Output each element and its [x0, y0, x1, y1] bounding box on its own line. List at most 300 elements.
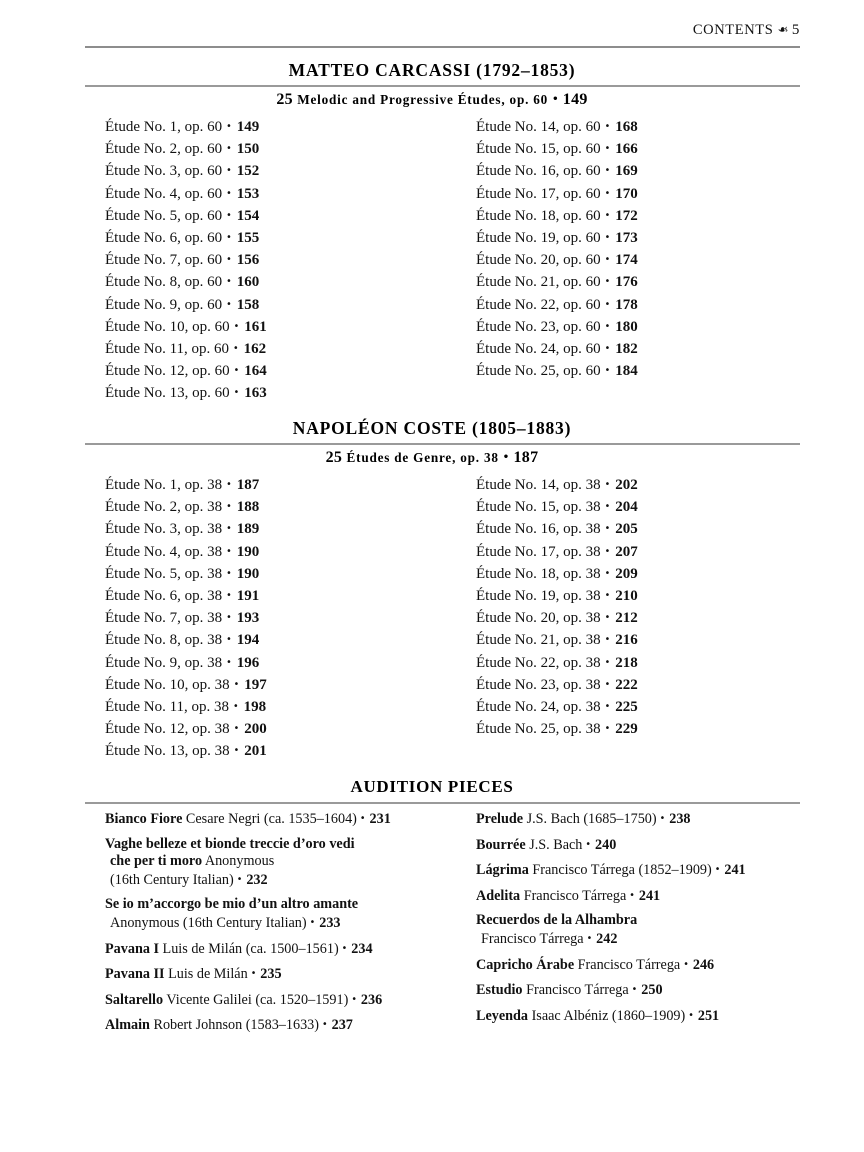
toc-entry[interactable] [476, 518, 638, 540]
toc-entry[interactable] [476, 496, 638, 518]
separator-dot-icon: • [226, 545, 232, 557]
separator-dot-icon: • [233, 343, 239, 355]
entry-page: 231 [369, 811, 391, 827]
toc-entry[interactable] [476, 316, 638, 338]
separator-dot-icon: • [604, 298, 611, 310]
entry-page: 204 [615, 499, 638, 516]
coste-left-column [105, 474, 267, 763]
toc-entry[interactable] [105, 496, 267, 518]
separator-dot-icon: • [604, 590, 611, 602]
entry-page: 240 [595, 836, 617, 853]
separator-dot-icon: • [226, 209, 232, 221]
separator-dot-icon: • [714, 864, 721, 876]
audition-entry[interactable] [105, 1016, 457, 1035]
separator-dot-icon: • [341, 942, 348, 954]
piece-composer: Francisco Tárrega [577, 956, 681, 973]
separator-dot-icon: • [233, 387, 240, 399]
entry-page: 154 [236, 207, 260, 224]
separator-dot-icon: • [233, 723, 240, 735]
piece-title: Pavana I [105, 940, 159, 957]
entry-title: Étude No. 9, op. 38 [105, 654, 223, 671]
entry-title: Étude No. 20, op. 60 [476, 252, 601, 269]
piece-title: Prelude [476, 811, 524, 827]
entry-page: 168 [615, 119, 638, 135]
entry-page: 160 [236, 274, 260, 291]
entry-title: Étude No. 2, op. 60 [105, 141, 223, 158]
toc-entry[interactable] [105, 474, 267, 496]
entry-page: 194 [236, 632, 260, 649]
entry-page: 222 [615, 676, 638, 693]
toc-entry[interactable] [476, 360, 638, 382]
separator-dot-icon: • [604, 479, 611, 490]
separator-dot-icon: • [604, 523, 611, 535]
composer-heading-coste: NAPOLÉON COSTE (1805–1883) [292, 418, 572, 438]
piece-composer: J.S. Bach [529, 836, 583, 853]
audition-entry[interactable] [105, 810, 457, 829]
entry-title: Étude No. 15, op. 38 [476, 499, 601, 516]
separator-dot-icon: • [586, 932, 593, 944]
work-heading-coste [0, 449, 864, 467]
running-head [85, 22, 800, 39]
entry-page: 246 [692, 956, 715, 973]
piece-title: Lágrima [476, 862, 529, 879]
entry-title: Étude No. 14, op. 38 [476, 477, 601, 493]
entry-page: 152 [236, 163, 260, 180]
separator-dot-icon: • [604, 612, 611, 624]
entry-title: Étude No. 11, op. 60 [105, 341, 230, 358]
entry-title: Étude No. 7, op. 60 [105, 252, 223, 269]
separator-dot-icon: • [604, 320, 611, 332]
entry-page: 169 [615, 163, 638, 180]
audition-entry[interactable] [476, 887, 828, 906]
toc-entry[interactable] [476, 227, 638, 249]
entry-title: Étude No. 20, op. 38 [476, 610, 601, 627]
piece-title-continuation [105, 853, 457, 871]
entry-page: 234 [351, 940, 373, 957]
toc-entry[interactable] [476, 338, 638, 360]
entry-page: 232 [246, 871, 268, 888]
entry-title: Étude No. 14, op. 60 [476, 119, 601, 135]
entry-page: 216 [615, 632, 638, 649]
entry-title: Étude No. 25, op. 38 [476, 721, 601, 738]
entry-page: 236 [360, 991, 383, 1008]
entry-page: 241 [724, 862, 746, 879]
separator-dot-icon: • [226, 523, 232, 535]
toc-entry[interactable] [476, 205, 638, 227]
entry-page: 251 [697, 1007, 720, 1024]
flourish-ornament-icon: ❧ [777, 23, 789, 38]
toc-entry[interactable] [105, 652, 267, 674]
entry-title: Étude No. 22, op. 60 [476, 296, 601, 313]
toc-entry[interactable] [105, 183, 267, 205]
composer-rule-coste [85, 443, 800, 445]
entry-page: 166 [615, 141, 638, 158]
entry-title: Étude No. 21, op. 38 [476, 632, 601, 649]
entry-title: Étude No. 16, op. 60 [476, 163, 601, 180]
toc-entry[interactable] [105, 316, 267, 338]
entry-title: Étude No. 12, op. 38 [105, 721, 230, 738]
separator-dot-icon: • [233, 701, 239, 713]
entry-title: Étude No. 12, op. 60 [105, 363, 230, 380]
entry-title: Étude No. 1, op. 38 [105, 477, 223, 493]
entry-page: 189 [236, 521, 260, 538]
separator-dot-icon: • [233, 678, 240, 690]
toc-entry[interactable] [105, 382, 267, 404]
entry-page: 155 [236, 230, 260, 247]
toc-entry[interactable] [105, 740, 267, 762]
carcassi-left-column [105, 116, 267, 405]
toc-entry[interactable] [105, 718, 267, 740]
separator-dot-icon: • [226, 656, 232, 668]
toc-entry[interactable] [476, 674, 638, 696]
piece-title: Almain [105, 1017, 150, 1034]
entry-title: Étude No. 19, op. 60 [476, 230, 601, 247]
entry-page: 182 [615, 341, 638, 358]
entry-title: Étude No. 23, op. 60 [476, 318, 601, 335]
piece-composer-line2: (16th Century Italian) [110, 871, 234, 888]
entry-page: 210 [615, 588, 638, 605]
separator-dot-icon: • [629, 889, 635, 901]
entry-page: 250 [641, 982, 663, 999]
entry-page: 156 [236, 252, 260, 269]
separator-dot-icon: • [233, 320, 240, 332]
piece-composer-continuation [105, 871, 457, 890]
entry-page: 164 [244, 363, 267, 380]
toc-entry[interactable] [105, 563, 267, 585]
work-start-page: 187 [513, 449, 539, 466]
toc-entry[interactable] [105, 696, 267, 718]
toc-entry[interactable] [105, 585, 267, 607]
piece-title: Recuerdos de la Alhambra [476, 912, 638, 929]
page-folio-number: 5 [791, 22, 800, 38]
separator-dot-icon: • [309, 916, 316, 928]
separator-dot-icon: • [604, 343, 611, 355]
piece-title: Pavana II [105, 966, 165, 983]
separator-dot-icon: • [226, 232, 232, 244]
separator-dot-icon: • [604, 254, 611, 266]
piece-composer: Robert Johnson (1583–1633) [153, 1017, 319, 1034]
toc-entry[interactable] [105, 607, 267, 629]
toc-entry[interactable] [476, 696, 638, 718]
piece-composer: Isaac Albéniz (1860–1909) [531, 1007, 686, 1024]
entry-page: 209 [615, 565, 638, 582]
piece-title: Estudio [476, 982, 523, 999]
separator-dot-icon: • [552, 94, 559, 105]
audition-entry[interactable] [476, 912, 828, 948]
entry-title: Étude No. 18, op. 60 [476, 207, 601, 224]
entry-page: 200 [244, 721, 267, 738]
work-title-text: Melodic and Progressive Études, op. 60 [297, 92, 549, 107]
piece-composer: Francisco Tárrega [526, 982, 629, 999]
audition-entry[interactable] [476, 981, 828, 1000]
entry-page: 150 [236, 141, 260, 158]
audition-entry[interactable] [105, 836, 457, 890]
audition-right-column [476, 810, 828, 1032]
toc-entry[interactable] [476, 607, 638, 629]
entry-page: 207 [615, 543, 638, 560]
audition-entry[interactable] [476, 836, 828, 855]
piece-composer-continuation [476, 930, 828, 949]
separator-dot-icon: • [683, 958, 689, 970]
piece-composer: Cesare Negri (ca. 1535–1604) [185, 811, 357, 827]
entry-title: Étude No. 8, op. 38 [105, 632, 223, 649]
coste-right-column [476, 474, 638, 740]
toc-entry[interactable] [476, 563, 638, 585]
audition-entry[interactable] [476, 1007, 828, 1026]
separator-dot-icon: • [502, 452, 510, 463]
entry-page: 201 [244, 743, 267, 760]
toc-entry[interactable] [476, 585, 638, 607]
separator-dot-icon: • [226, 612, 232, 624]
separator-dot-icon: • [226, 121, 232, 132]
toc-entry[interactable] [105, 249, 267, 271]
work-heading-carcassi [0, 91, 864, 109]
entry-page: 153 [236, 185, 260, 202]
toc-entry[interactable] [105, 227, 267, 249]
entry-page: 173 [615, 230, 638, 247]
separator-dot-icon: • [604, 209, 611, 221]
entry-title: Étude No. 15, op. 60 [476, 141, 601, 158]
toc-entry[interactable] [476, 271, 638, 293]
separator-dot-icon: • [659, 813, 666, 824]
separator-dot-icon: • [226, 479, 232, 490]
separator-dot-icon: • [604, 121, 611, 132]
entry-page: 237 [331, 1017, 353, 1034]
entry-title: Étude No. 25, op. 60 [476, 363, 601, 380]
separator-dot-icon: • [226, 187, 232, 199]
entry-title: Étude No. 3, op. 38 [105, 521, 223, 538]
toc-entry[interactable] [105, 160, 267, 182]
entry-page: 190 [236, 565, 260, 582]
piece-composer-continuation [105, 914, 457, 933]
entry-title: Étude No. 17, op. 38 [476, 543, 601, 560]
separator-dot-icon: • [226, 254, 232, 266]
piece-composer: Francisco Tárrega (1852–1909) [532, 862, 712, 879]
separator-dot-icon: • [226, 143, 232, 155]
toc-entry[interactable] [476, 138, 638, 160]
entry-page: 158 [236, 296, 260, 313]
entry-title: Étude No. 3, op. 60 [105, 163, 223, 180]
piece-composer: Francisco Tárrega [523, 887, 627, 904]
toc-entry[interactable] [105, 674, 267, 696]
toc-entry[interactable] [105, 629, 267, 651]
piece-title: Se io m’accorgo be mio d’un altro amante [105, 896, 359, 913]
piece-composer: Francisco Tárrega [481, 930, 584, 947]
entry-title: Étude No. 10, op. 60 [105, 318, 230, 335]
entry-page: 180 [615, 318, 638, 335]
separator-dot-icon: • [226, 567, 232, 579]
toc-entry[interactable] [476, 541, 638, 563]
piece-title: Capricho Árabe [476, 956, 575, 973]
separator-dot-icon: • [604, 723, 611, 735]
entry-title: Étude No. 9, op. 60 [105, 296, 223, 313]
work-lead-number: 25 [325, 449, 343, 466]
entry-page: 198 [243, 699, 267, 716]
separator-dot-icon: • [233, 745, 240, 757]
separator-dot-icon: • [226, 165, 232, 177]
entry-page: 197 [244, 676, 267, 693]
entry-page: 188 [236, 499, 260, 516]
entry-page: 174 [615, 252, 638, 269]
toc-entry[interactable] [476, 718, 638, 740]
audition-entry[interactable] [476, 956, 828, 975]
entry-title: Étude No. 23, op. 38 [476, 676, 601, 693]
separator-dot-icon: • [604, 501, 611, 513]
separator-dot-icon: • [604, 656, 611, 668]
separator-dot-icon: • [604, 276, 611, 288]
separator-dot-icon: • [236, 873, 243, 885]
piece-title: Adelita [476, 887, 521, 904]
composer-rule-carcassi [85, 85, 800, 87]
toc-entry[interactable] [476, 629, 638, 651]
entry-page: 178 [615, 296, 638, 313]
entry-title: Étude No. 7, op. 38 [105, 610, 223, 627]
entry-page: 196 [236, 654, 260, 671]
running-head-label: CONTENTS [692, 22, 774, 38]
header-rule [85, 46, 800, 48]
entry-title: Étude No. 17, op. 60 [476, 185, 601, 202]
separator-dot-icon: • [604, 187, 611, 199]
separator-dot-icon: • [604, 143, 611, 155]
audition-entry[interactable] [476, 810, 828, 829]
entry-page: 162 [243, 341, 267, 358]
toc-entry[interactable] [105, 271, 267, 293]
entry-page: 242 [596, 930, 618, 947]
entry-page: 202 [615, 477, 638, 493]
audition-entry[interactable] [105, 965, 457, 984]
entry-title: Étude No. 4, op. 60 [105, 185, 223, 202]
piece-composer: Luis de Milán [168, 966, 248, 983]
entry-title: Étude No. 19, op. 38 [476, 588, 601, 605]
toc-entry[interactable] [476, 116, 638, 138]
separator-dot-icon: • [351, 993, 357, 1005]
entry-title: Étude No. 6, op. 38 [105, 588, 223, 605]
piece-composer: Vicente Galilei (ca. 1520–1591) [166, 991, 349, 1008]
entry-title: Étude No. 16, op. 38 [476, 521, 601, 538]
entry-page: 205 [615, 521, 638, 538]
work-start-page: 149 [562, 91, 588, 108]
separator-dot-icon: • [688, 1009, 694, 1021]
entry-page: 170 [615, 185, 638, 202]
separator-dot-icon: • [604, 545, 611, 557]
toc-entry[interactable] [105, 541, 267, 563]
entry-title: Étude No. 5, op. 38 [105, 565, 223, 582]
piece-title: Vaghe belleze et bionde treccie d’oro vedi [105, 835, 355, 852]
entry-page: 212 [615, 610, 638, 627]
entry-page: 149 [236, 119, 260, 135]
audition-rule [85, 802, 800, 804]
entry-page: 172 [615, 207, 638, 224]
entry-title: Étude No. 1, op. 60 [105, 119, 223, 135]
entry-page: 184 [615, 363, 638, 380]
audition-entry[interactable] [105, 940, 457, 959]
toc-entry[interactable] [105, 116, 267, 138]
entry-page: 176 [615, 274, 638, 291]
separator-dot-icon: • [604, 365, 611, 377]
entry-page: 235 [260, 966, 282, 983]
entry-title: Étude No. 6, op. 60 [105, 230, 223, 247]
toc-entry[interactable] [476, 652, 638, 674]
toc-entry[interactable] [476, 249, 638, 271]
separator-dot-icon: • [604, 678, 611, 690]
entry-page: 229 [615, 721, 638, 738]
separator-dot-icon: • [226, 298, 232, 310]
separator-dot-icon: • [604, 165, 611, 177]
entry-page: 241 [638, 887, 661, 904]
entry-title: Étude No. 2, op. 38 [105, 499, 223, 516]
toc-entry[interactable] [476, 160, 638, 182]
piece-title: Leyenda [476, 1007, 529, 1024]
entry-title: Étude No. 4, op. 38 [105, 543, 223, 560]
entry-title: Étude No. 21, op. 60 [476, 274, 601, 291]
separator-dot-icon: • [233, 365, 240, 377]
toc-entry[interactable] [476, 294, 638, 316]
work-lead-number: 25 [276, 91, 293, 108]
separator-dot-icon: • [604, 232, 611, 244]
work-title-text: Études de Genre, op. 38 [346, 450, 499, 465]
entry-page: 163 [244, 385, 267, 402]
entry-page: 225 [615, 699, 638, 716]
toc-entry[interactable] [105, 205, 267, 227]
separator-dot-icon: • [604, 634, 611, 646]
entry-page: 190 [236, 543, 260, 560]
toc-entry[interactable] [105, 518, 267, 540]
piece-title: Saltarello [105, 991, 164, 1008]
toc-entry[interactable] [105, 294, 267, 316]
audition-left-column [105, 810, 457, 1042]
entry-page: 191 [236, 588, 260, 605]
entry-page: 233 [319, 914, 341, 931]
entry-title: Étude No. 5, op. 60 [105, 207, 223, 224]
entry-title: Étude No. 18, op. 38 [476, 565, 601, 582]
entry-title: Étude No. 13, op. 38 [105, 743, 230, 760]
piece-composer: Luis de Milán (ca. 1500–1561) [162, 940, 339, 957]
piece-composer: Anonymous [204, 853, 275, 870]
separator-dot-icon: • [226, 276, 232, 288]
entry-title: Étude No. 13, op. 60 [105, 385, 230, 402]
piece-title: Bourrée [476, 836, 526, 853]
piece-title-line2: che per ti moro [110, 853, 203, 870]
toc-entry[interactable] [476, 183, 638, 205]
carcassi-right-column [476, 116, 638, 382]
toc-entry[interactable] [105, 338, 267, 360]
separator-dot-icon: • [631, 984, 638, 996]
piece-composer: J.S. Bach (1685–1750) [526, 811, 657, 827]
entry-page: 161 [244, 318, 267, 335]
separator-dot-icon: • [226, 501, 232, 513]
entry-page: 238 [669, 811, 691, 827]
entry-title: Étude No. 8, op. 60 [105, 274, 223, 291]
separator-dot-icon: • [226, 590, 232, 602]
separator-dot-icon: • [604, 567, 611, 579]
separator-dot-icon: • [322, 1019, 328, 1031]
toc-entry[interactable] [105, 360, 267, 382]
separator-dot-icon: • [604, 701, 611, 713]
separator-dot-icon: • [359, 813, 366, 824]
composer-heading-carcassi: MATTEO CARCASSI (1792–1853) [288, 60, 576, 80]
separator-dot-icon: • [226, 634, 232, 646]
audition-entry[interactable] [105, 991, 457, 1010]
separator-dot-icon: • [250, 968, 257, 980]
toc-entry[interactable] [105, 138, 267, 160]
piece-composer: Anonymous (16th Century Italian) [110, 914, 307, 931]
entry-title: Étude No. 22, op. 38 [476, 654, 601, 671]
entry-title: Étude No. 11, op. 38 [105, 699, 230, 716]
audition-entry[interactable] [105, 896, 457, 932]
entry-title: Étude No. 24, op. 38 [476, 699, 601, 716]
toc-entry[interactable] [476, 474, 638, 496]
audition-entry[interactable] [476, 861, 828, 880]
